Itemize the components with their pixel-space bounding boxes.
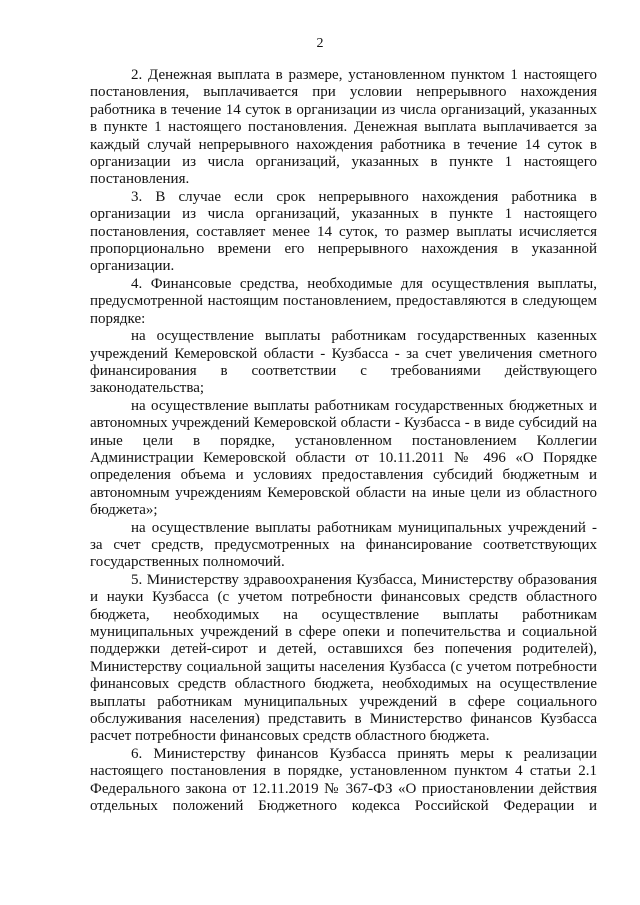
paragraph-item-3: 3. В случае если срок непрерывного нахождения работника в организации из числа организаций, указанных в пункте 1 настоящего постановления, составляет менее 14 суток, то размер выплаты исчисляется пропорционально времени его непрерывного нахождения в указанной организации. bbox=[90, 188, 597, 275]
paragraph-item-4: 4. Финансовые средства, необходимые для осуществления выплаты, предусмотренной настоящим постановлением, предоставляются в следующем порядке: bbox=[90, 275, 597, 327]
page-number: 2 bbox=[316, 36, 324, 51]
paragraph-item-6: 6. Министерству финансов Кузбасса принять меры к реализации настоящего постановления в порядке, установленном пунктом 4 статьи 2.1 Федерального закона от 12.11.2019 № 367-ФЗ «О приостановлении действия отдельных положений Бюджетного кодекса Российской Федерации и bbox=[90, 745, 597, 815]
paragraph-item-5: 5. Министерству здравоохранения Кузбасса, Министерству образования и науки Кузбасса (с учетом потребности финансовых средств областного бюджета, необходимых на осуществление выплаты работникам муниципальных учреждений в сфере опеки и попечительства и социальной поддержки детей-сирот и детей, оставшихся без попечения родителей), Министерству социальной защиты населения Кузбасса (с учетом потребности финансовых средств областного бюджета, необходимых на осуществление выплаты работникам муниципальных учреждений в сфере социального обслуживания населения) представить в Министерство финансов Кузбасса расчет потребности финансовых средств областного бюджета. bbox=[90, 571, 597, 745]
paragraph-item-4-state-institutions: на осуществление выплаты работникам государственных казенных учреждений Кемеровской области - Кузбасса - за счет увеличения сметного финансирования в соответствии с требованиями действующего законодательства; bbox=[90, 328, 597, 397]
document-body bbox=[90, 67, 597, 815]
paragraph-item-4-municipal-institutions: на осуществление выплаты работникам муниципальных учреждений - за счет средств, предусмотренных на финансирование соответствующих государственных полномочий. bbox=[90, 519, 597, 571]
paragraph-item-4-budget-institutions: на осуществление выплаты работникам государственных бюджетных и автономных учреждений Кемеровской области - Кузбасса - в виде субсидий на иные цели в порядке, установленном постановлением Коллегии Администрации Кемеровской области от 10.11.2011 № 496 «О Порядке определения объема и условиях предоставления субсидий бюджетным и автономным учреждениям Кемеровской области на иные цели из областного бюджета»; bbox=[90, 397, 597, 519]
paragraph-item-2: 2. Денежная выплата в размере, установленном пунктом 1 настоящего постановления, выплачивается при условии непрерывного нахождения работника в течение 14 суток в организации из числа организаций, указанных в пункте 1 настоящего постановления. Денежная выплата выплачивается за каждый случай непрерывного нахождения работника в течение 14 суток в организации из числа организаций, указанных в пункте 1 настоящего постановления. bbox=[90, 67, 597, 188]
